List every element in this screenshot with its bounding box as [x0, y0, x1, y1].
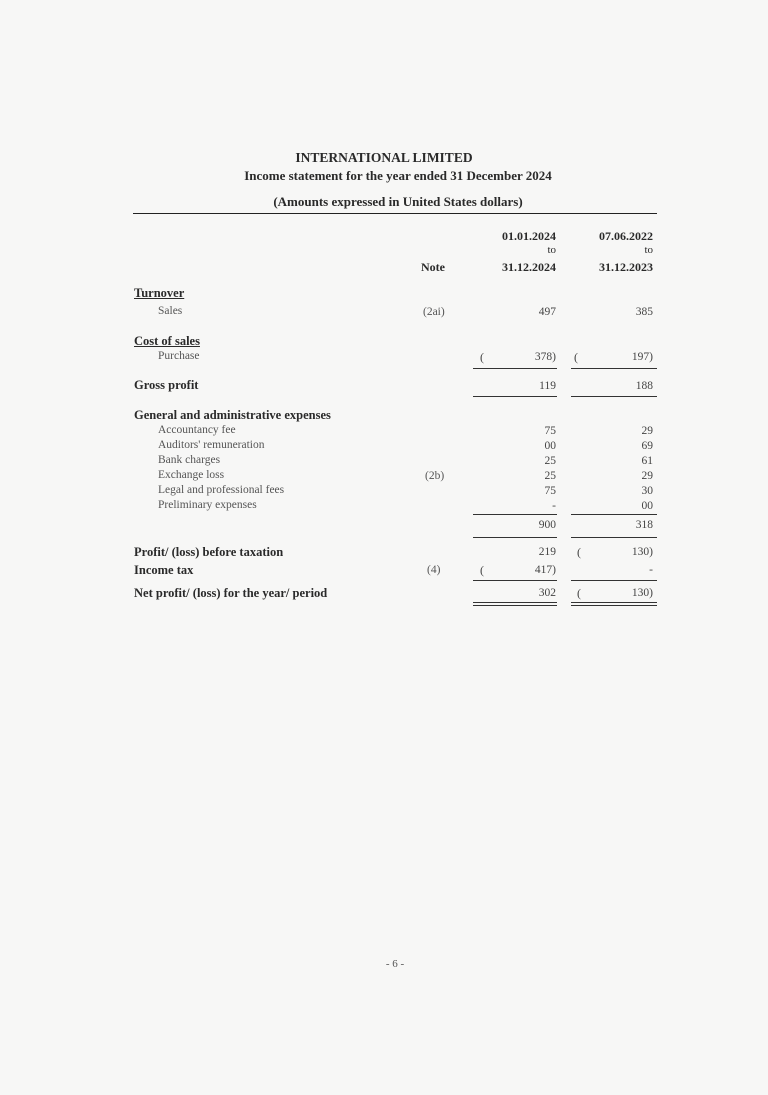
income-tax-label: Income tax	[134, 563, 194, 577]
profit-before-tax-label: Profit/ (loss) before taxation	[134, 545, 284, 559]
admin-2024-rule	[473, 514, 557, 515]
admin-total-2023-rule	[571, 537, 657, 538]
income-tax-2024-rule	[473, 580, 557, 581]
profit-before-tax-2023: 130)	[631, 546, 653, 558]
purchase-2024-rule	[473, 368, 557, 369]
page-number: - 6 -	[385, 958, 405, 970]
admin-item-2024: 25	[544, 455, 556, 467]
sales-note: (2ai)	[423, 306, 445, 318]
admin-total-2023: 318	[635, 519, 653, 531]
admin-item-note: (2b)	[425, 470, 445, 482]
col1-from: 01.01.2024	[502, 229, 556, 243]
purchase-label: Purchase	[158, 350, 200, 362]
gross-profit-2024: 119	[539, 380, 556, 392]
admin-item-2023: 69	[641, 440, 653, 452]
gross-profit-2024-rule	[473, 396, 557, 397]
net-profit-2023-open-paren: (	[577, 586, 581, 600]
net-profit-2024: 302	[538, 587, 556, 599]
income-tax-2024-open-paren: (	[480, 563, 484, 577]
admin-item-2024: -	[552, 500, 556, 512]
admin-item-2023: 61	[641, 455, 653, 467]
profit-before-tax-2023-open-paren: (	[577, 545, 581, 559]
profit-before-tax-2024: 219	[538, 546, 556, 558]
purchase-2024-open-paren: (	[480, 350, 484, 364]
currency-note: (Amounts expressed in United States dollars)	[273, 194, 523, 209]
income-tax-2023: -	[649, 564, 653, 576]
net-profit-2023-rule-top	[571, 602, 657, 603]
purchase-2024: 378)	[534, 351, 556, 363]
sales-label: Sales	[158, 305, 183, 317]
admin-item-2023: 00	[641, 500, 653, 512]
admin-total-2024-rule	[473, 537, 557, 538]
note-column-header: Note	[421, 260, 445, 274]
sales-2023: 385	[635, 306, 653, 318]
purchase-2023-rule	[571, 368, 657, 369]
admin-item-2023: 29	[641, 470, 653, 482]
admin-2023-rule	[571, 514, 657, 515]
company-name: INTERNATIONAL LIMITED	[295, 150, 473, 165]
col2-from: 07.06.2022	[599, 229, 653, 243]
col2-to-word: to	[644, 244, 653, 256]
admin-item-2024: 75	[544, 425, 556, 437]
admin-item-label: Bank charges	[158, 454, 221, 466]
admin-item-2023: 29	[641, 425, 653, 437]
net-profit-2023-rule-bottom	[571, 605, 657, 606]
admin-total-2024: 900	[538, 519, 556, 531]
admin-item-2024: 00	[544, 440, 556, 452]
income-tax-note: (4)	[427, 564, 441, 576]
admin-item-label: Exchange loss	[158, 469, 225, 481]
admin-item-label: Auditors' remuneration	[158, 439, 265, 451]
net-profit-label: Net profit/ (loss) for the year/ period	[134, 586, 328, 600]
admin-item-label: Preliminary expenses	[158, 499, 257, 511]
net-profit-2023: 130)	[631, 587, 653, 599]
header-rule	[133, 213, 657, 214]
cost-of-sales-heading: Cost of sales	[134, 334, 200, 348]
gross-profit-2023: 188	[635, 380, 653, 392]
col2-to: 31.12.2023	[599, 260, 653, 274]
income-tax-2023-rule	[571, 580, 657, 581]
admin-item-2023: 30	[641, 485, 653, 497]
admin-item-2024: 75	[544, 485, 556, 497]
gross-profit-label: Gross profit	[134, 378, 199, 392]
admin-item-label: Legal and professional fees	[158, 484, 285, 496]
gross-profit-2023-rule	[571, 396, 657, 397]
income-tax-2024: 417)	[534, 564, 556, 576]
admin-item-label: Accountancy fee	[158, 424, 236, 436]
admin-heading: General and administrative expenses	[134, 408, 331, 422]
net-profit-2024-rule-bottom	[473, 605, 557, 606]
purchase-2023: 197)	[631, 351, 653, 363]
col1-to: 31.12.2024	[502, 260, 556, 274]
admin-item-2024: 25	[544, 470, 556, 482]
col1-to-word: to	[547, 244, 556, 256]
net-profit-2024-rule-top	[473, 602, 557, 603]
statement-title: Income statement for the year ended 31 December 2024	[244, 168, 552, 183]
sales-2024: 497	[538, 306, 556, 318]
purchase-2023-open-paren: (	[574, 350, 578, 364]
turnover-heading: Turnover	[134, 286, 185, 300]
